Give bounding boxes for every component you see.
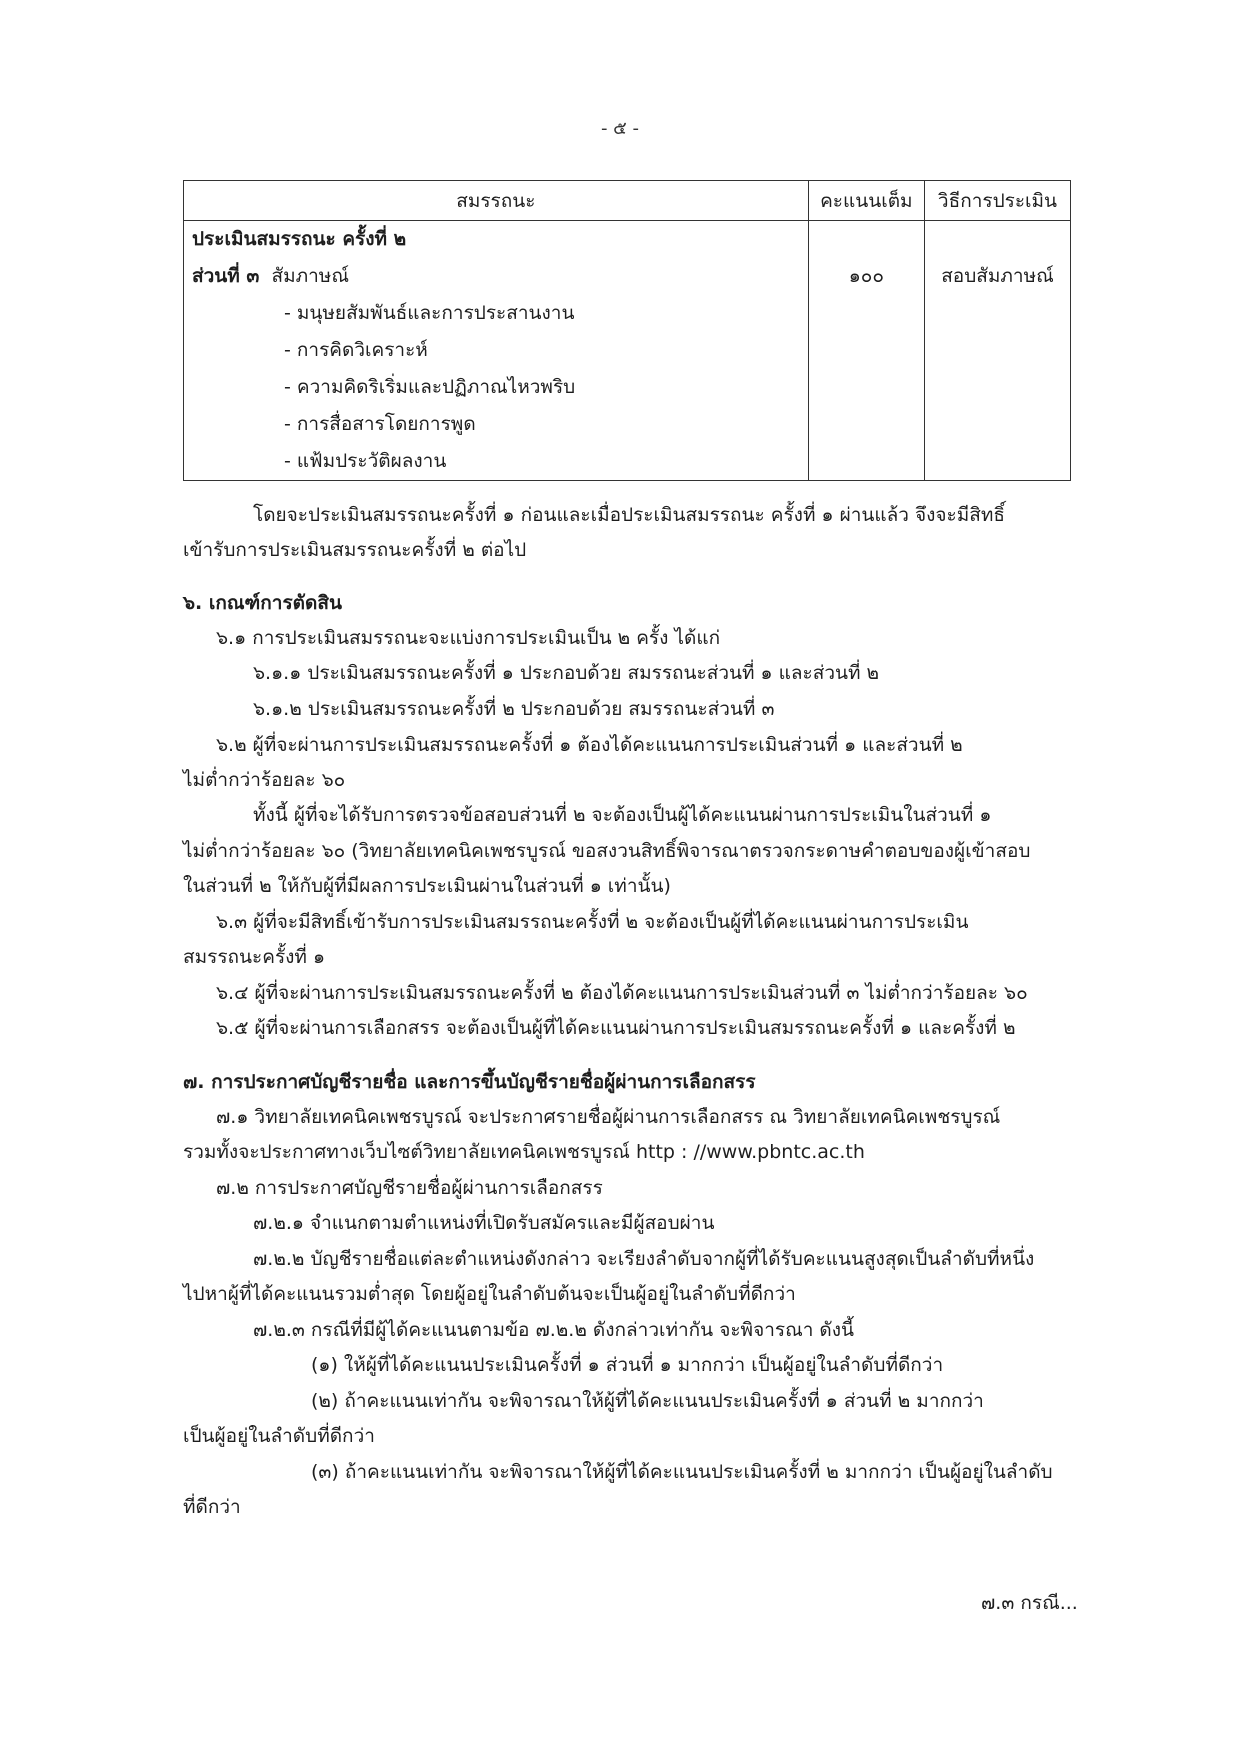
- list-item: - มนุษยสัมพันธ์และการประสานงาน: [284, 302, 575, 324]
- criterion-3: (๓) ถ้าคะแนนเท่ากัน จะพิจารณาให้ผู้ที่ได้คะแนนประเมินครั้งที่ ๒ มากกว่า เป็นผู้อยู่ในลำดับ: [311, 1461, 1053, 1483]
- section-title: ประเมินสมรรถนะ ครั้งที่ ๒: [192, 228, 407, 250]
- part-label: ส่วนที่ ๓: [192, 265, 260, 287]
- clause-6-4: ๖.๔ ผู้ที่จะผ่านการประเมินสมรรถนะครั้งที่ ๒ ต้องได้คะแนนการประเมินส่วนที่ ๓ ไม่ต่ำกว่าร้อยละ ๖๐: [216, 982, 1028, 1004]
- page-number: - ๕ -: [600, 118, 640, 139]
- header-competency: สมรรถนะ: [184, 181, 809, 221]
- clause-6-2: ๖.๒ ผู้ที่จะผ่านการประเมินสมรรถนะครั้งที่ ๑ ต้องได้คะแนนการประเมินส่วนที่ ๑ และส่วนที่ ๒: [216, 734, 963, 756]
- list-item: - การคิดวิเคราะห์: [284, 339, 428, 361]
- note-line: ในส่วนที่ ๒ ให้กับผู้ที่มีผลการประเมินผ่านในส่วนที่ ๑ เท่านั้น): [183, 875, 671, 897]
- criterion-2: (๒) ถ้าคะแนนเท่ากัน จะพิจารณาให้ผู้ที่ได้คะแนนประเมินครั้งที่ ๑ ส่วนที่ ๒ มากกว่า: [311, 1390, 984, 1412]
- paragraph-line: โดยจะประเมินสมรรถนะครั้งที่ ๑ ก่อนและเมื่อประเมินสมรรถนะ ครั้งที่ ๑ ผ่านแล้ว จึงจะมีสิทธิ์: [253, 504, 1005, 526]
- criterion-1: (๑) ให้ผู้ที่ได้คะแนนประเมินครั้งที่ ๑ ส่วนที่ ๑ มากกว่า เป็นผู้อยู่ในลำดับที่ดีกว่า: [311, 1354, 944, 1376]
- clause-7-2-1: ๗.๒.๑ จำแนกตามตำแหน่งที่เปิดรับสมัครและมีผู้สอบผ่าน: [253, 1212, 715, 1234]
- continuation-note: ๗.๓ กรณี...: [981, 1592, 1078, 1614]
- score-cell: [808, 221, 924, 481]
- section-6-heading: ๖. เกณฑ์การตัดสิน: [183, 592, 342, 614]
- criterion-3-cont: ที่ดีกว่า: [183, 1496, 241, 1518]
- part-row: [192, 258, 800, 295]
- clause-6-1-1: ๖.๑.๑ ประเมินสมรรถนะครั้งที่ ๑ ประกอบด้วย สมรรถนะส่วนที่ ๑ และส่วนที่ ๒: [253, 662, 880, 684]
- clause-6-3-cont: สมรรถนะครั้งที่ ๑: [183, 946, 326, 968]
- part-name: สัมภาษณ์: [271, 265, 349, 287]
- full-score: ๑๐๐: [848, 265, 884, 287]
- list-item: - แฟ้มประวัติผลงาน: [284, 450, 447, 472]
- section-7-heading: ๗. การประกาศบัญชีรายชื่อ และการขึ้นบัญชีรายชื่อผู้ผ่านการเลือกสรร: [183, 1071, 756, 1093]
- paragraph-line: เข้ารับการประเมินสมรรถนะครั้งที่ ๒ ต่อไป: [183, 539, 527, 561]
- clause-6-5: ๖.๕ ผู้ที่จะผ่านการเลือกสรร จะต้องเป็นผู้ที่ได้คะแนนผ่านการประเมินสมรรถนะครั้งที่ ๑ และครั้งที่ ๒: [216, 1017, 1016, 1039]
- clause-6-2-cont: ไม่ต่ำกว่าร้อยละ ๖๐: [183, 769, 346, 791]
- header-method: วิธีการประเมิน: [924, 181, 1070, 221]
- table-row: [184, 221, 1071, 481]
- clause-7-2: ๗.๒ การประกาศบัญชีรายชื่อผู้ผ่านการเลือกสรร: [216, 1177, 603, 1199]
- clause-7-2-2-cont: ไปหาผู้ที่ได้คะแนนรวมต่ำสุด โดยผู้อยู่ในลำดับต้นจะเป็นผู้อยู่ในลำดับที่ดีกว่า: [183, 1283, 796, 1305]
- method-cell: [924, 221, 1070, 481]
- criterion-2-cont: เป็นผู้อยู่ในลำดับที่ดีกว่า: [183, 1425, 375, 1447]
- competency-cell: [184, 221, 809, 481]
- table-header-row: [184, 181, 1071, 221]
- clause-6-1: ๖.๑ การประเมินสมรรถนะจะแบ่งการประเมินเป็น ๒ ครั้ง ได้แก่: [216, 627, 721, 649]
- note-line: ไม่ต่ำกว่าร้อยละ ๖๐ (วิทยาลัยเทคนิคเพชรบูรณ์ ขอสงวนสิทธิ์พิจารณาตรวจกระดาษคำตอบของผู้เข้าสอบ: [183, 840, 1031, 862]
- clause-7-1: ๗.๑ วิทยาลัยเทคนิคเพชรบูรณ์ จะประกาศรายชื่อผู้ผ่านการเลือกสรร ณ วิทยาลัยเทคนิคเพชรบูรณ์: [216, 1106, 1001, 1128]
- list-item: - การสื่อสารโดยการพูด: [284, 413, 476, 435]
- clause-6-1-2: ๖.๑.๒ ประเมินสมรรถนะครั้งที่ ๒ ประกอบด้วย สมรรถนะส่วนที่ ๓: [253, 698, 775, 720]
- competency-table: [183, 180, 1071, 481]
- assessment-method: สอบสัมภาษณ์: [941, 265, 1054, 287]
- list-item: - ความคิดริเริ่มและปฏิภาณไหวพริบ: [284, 376, 576, 398]
- note-line: ทั้งนี้ ผู้ที่จะได้รับการตรวจข้อสอบส่วนที่ ๒ จะต้องเป็นผู้ได้คะแนนผ่านการประเมินในส่วนที่ ๑: [253, 804, 992, 826]
- clause-6-3: ๖.๓ ผู้ที่จะมีสิทธิ์เข้ารับการประเมินสมรรถนะครั้งที่ ๒ จะต้องเป็นผู้ที่ได้คะแนนผ่านการประเมิน: [216, 911, 969, 933]
- clause-7-2-2: ๗.๒.๒ บัญชีรายชื่อแต่ละตำแหน่งดังกล่าว จะเรียงลำดับจากผู้ที่ได้รับคะแนนสูงสุดเป็นลำดับที่หนึ่ง: [253, 1248, 1035, 1270]
- clause-7-1-cont: รวมทั้งจะประกาศทางเว็บไซต์วิทยาลัยเทคนิคเพชรบูรณ์ http : //www.pbntc.ac.th: [183, 1141, 865, 1163]
- header-full-score: คะแนนเต็ม: [808, 181, 924, 221]
- clause-7-2-3: ๗.๒.๓ กรณีที่มีผู้ได้คะแนนตามข้อ ๗.๒.๒ ดังกล่าวเท่ากัน จะพิจารณา ดังนี้: [253, 1319, 855, 1341]
